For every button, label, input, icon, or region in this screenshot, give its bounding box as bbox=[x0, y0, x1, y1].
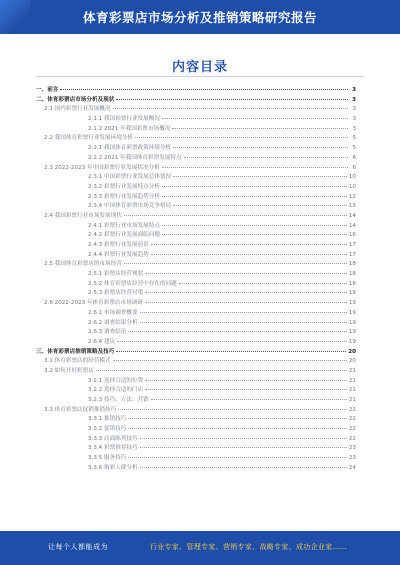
toc-entry-title: 3.3.5 服务技巧 bbox=[88, 455, 127, 462]
dot-leader bbox=[173, 170, 347, 177]
toc-entry-title: 3.3.3 店面陈列技巧 bbox=[88, 435, 138, 442]
toc-entry-page: 23 bbox=[348, 445, 356, 452]
dot-leader bbox=[128, 422, 346, 429]
dot-leader bbox=[140, 441, 347, 448]
dot-leader bbox=[151, 393, 347, 400]
toc-entry-page: 3 bbox=[352, 125, 356, 132]
toc-entry-page: 21 bbox=[348, 387, 356, 394]
toc-entry[interactable] bbox=[36, 462, 356, 472]
toc-entry-page: 5 bbox=[352, 135, 356, 142]
dot-leader bbox=[140, 432, 347, 439]
toc-entry-title: 2.1 国内彩票行业发展概况 bbox=[44, 106, 111, 113]
toc-entry-title: 2.5 我国体育彩票店的市场经营 bbox=[44, 261, 122, 268]
toc-entry-page: 18 bbox=[348, 271, 356, 278]
toc-entry-page: 3 bbox=[352, 87, 356, 93]
toc-entry-page: 19 bbox=[348, 309, 356, 316]
toc-entry-title: 3.3.1 推销技巧 bbox=[88, 416, 127, 423]
toc-entry-title: 3.3.4 彩票推荐技巧 bbox=[88, 445, 138, 452]
dot-leader bbox=[128, 412, 346, 419]
dot-leader bbox=[145, 383, 347, 390]
toc-entry-page: 3 bbox=[352, 106, 356, 113]
dot-leader bbox=[184, 151, 348, 158]
toc-entry-page: 18 bbox=[348, 280, 356, 287]
toc-entry-title: 3.1 体育彩票店的经营模式 bbox=[44, 358, 111, 365]
toc-entry-page: 14 bbox=[348, 222, 356, 229]
dot-leader bbox=[96, 364, 347, 371]
toc-entry-title: 2.6.4 建议 bbox=[88, 338, 116, 345]
toc-entry-page: 22 bbox=[348, 435, 356, 442]
toc-entry-title: 2.6.1 市场调查概要 bbox=[88, 309, 138, 316]
footer-roles: 行业专家、管理专家、营销专家、战略专家、成功企业家…… bbox=[150, 543, 348, 551]
dot-leader bbox=[135, 131, 348, 138]
dot-leader bbox=[145, 374, 347, 381]
toc-entry-title: 2.1.2 2021 年我国彩票市场概况 bbox=[88, 125, 171, 132]
dot-leader bbox=[172, 122, 348, 129]
footer-banner bbox=[0, 531, 400, 565]
dot-leader bbox=[145, 296, 347, 303]
dot-leader bbox=[151, 238, 347, 245]
toc-entry-page: 22 bbox=[348, 406, 356, 413]
toc-entry-title: 2.6.2 调查结果分析 bbox=[88, 319, 138, 326]
dot-leader bbox=[113, 102, 348, 109]
toc-entry-title: 3.3.6 购彩人群分析 bbox=[88, 464, 138, 471]
toc-entry-page: 19 bbox=[348, 290, 356, 297]
toc-entry-page: 20 bbox=[348, 358, 356, 365]
dot-leader bbox=[140, 316, 347, 323]
toc-entry-page: 19 bbox=[348, 338, 356, 345]
dot-leader bbox=[140, 306, 347, 313]
dot-leader bbox=[117, 335, 347, 342]
toc-entry-page: 3 bbox=[352, 116, 356, 123]
toc-entry-page: 10 bbox=[348, 183, 356, 190]
toc-entry-page: 12 bbox=[348, 193, 356, 200]
dot-leader bbox=[60, 83, 348, 90]
toc-entry-page: 5 bbox=[352, 145, 356, 152]
dot-leader bbox=[162, 219, 347, 226]
header-banner bbox=[0, 0, 400, 34]
toc-entry-title: 3.2.1 选择合适的位置 bbox=[88, 377, 144, 384]
toc-entry-page: 3 bbox=[352, 96, 356, 103]
dot-leader bbox=[124, 209, 347, 216]
toc-entry-title: 2.6.3 调查结论 bbox=[88, 329, 127, 336]
toc-entry-title: 2.2.1 我国体育彩票政策环境分析 bbox=[88, 145, 172, 152]
dot-leader bbox=[118, 403, 347, 410]
dot-leader bbox=[113, 354, 347, 361]
toc-entry-page: 21 bbox=[348, 367, 356, 374]
toc-entry-title: 2.2 我国体育彩票行业发展环境分析 bbox=[44, 135, 133, 142]
toc-entry-page: 6 bbox=[352, 164, 356, 171]
toc-entry-title: 2.3.1 中国彩票行业发展总体情况 bbox=[88, 174, 172, 181]
dot-leader bbox=[162, 228, 347, 235]
dot-leader bbox=[162, 190, 347, 197]
toc-entry-page: 24 bbox=[348, 464, 356, 471]
dot-leader bbox=[173, 141, 348, 148]
toc-entry-title: 2.3.2 彩票行业发展特点分析 bbox=[88, 183, 160, 190]
toc-entry-title: 3.3 体育彩票店促销推销技巧 bbox=[44, 406, 117, 413]
toc-entry-title: 2.4 我国彩票行业市场发展现状 bbox=[44, 212, 122, 219]
toc-entry-page: 21 bbox=[348, 397, 356, 403]
toc-entry-title: 2.4.1 彩票行业市场发展特点 bbox=[88, 222, 160, 229]
dot-leader bbox=[116, 93, 348, 100]
divider bbox=[36, 76, 364, 77]
dot-leader bbox=[162, 112, 348, 119]
dot-leader bbox=[145, 286, 347, 293]
toc-entry-title: 3.3.2 促销技巧 bbox=[88, 426, 127, 433]
toc-entry-title: 一、前言 bbox=[36, 87, 59, 93]
toc-entry-page: 17 bbox=[348, 242, 356, 248]
toc-entry-page: 23 bbox=[348, 455, 356, 462]
toc-entry-title: 3.2 如何开好彩票店 bbox=[44, 367, 94, 374]
toc-entry-page: 22 bbox=[348, 416, 356, 423]
toc-entry-title: 3.2.2 选择合适的门店 bbox=[88, 387, 144, 394]
toc-entry-title: 2.3.3 彩票行业发展趋势分析 bbox=[88, 193, 160, 200]
toc-entry-title: 2.3 2022-2023 年中国彩票行业发展状况分析 bbox=[44, 164, 160, 171]
table-of-contents bbox=[36, 84, 356, 472]
footer-slogan: 让每个人都能成为 bbox=[48, 543, 108, 551]
toc-entry-title: 三、体育彩票店推销策略及技巧 bbox=[36, 348, 115, 355]
toc-entry-title: 二、体育彩票店市场分析及现状 bbox=[36, 96, 115, 103]
toc-entry-page: 17 bbox=[348, 251, 356, 258]
toc-entry-page: 18 bbox=[348, 261, 356, 268]
dot-leader bbox=[151, 248, 347, 255]
toc-entry-title: 2.4.4 彩票行业发展趋势 bbox=[88, 251, 149, 258]
toc-entry-page: 16 bbox=[348, 232, 356, 239]
toc-entry-page: 22 bbox=[348, 426, 356, 433]
toc-heading: 内容目录 bbox=[171, 60, 228, 75]
dot-leader bbox=[124, 257, 347, 264]
toc-entry-title: 2.6 2022-2023 年体育彩票店市场调研 bbox=[44, 300, 143, 307]
toc-entry-page: 10 bbox=[348, 174, 356, 181]
toc-entry-page: 19 bbox=[348, 300, 356, 307]
toc-entry-title: 2.5.1 彩票店经营现状 bbox=[88, 271, 144, 278]
toc-entry-title: 2.3.4 中国体育彩票市场竞争格局 bbox=[88, 203, 172, 210]
toc-entry-title: 2.2.2 2021 年我国体育彩票发展特点 bbox=[88, 154, 182, 161]
toc-entry-page: 19 bbox=[348, 329, 356, 336]
toc-entry-page: 20 bbox=[348, 348, 356, 355]
toc-entry-title: 2.4.3 彩票行业发展前景 bbox=[88, 242, 149, 248]
dot-leader bbox=[140, 461, 347, 468]
toc-entry-title: 3.2.3 技巧、方法、营销 bbox=[88, 397, 149, 403]
dot-leader bbox=[162, 180, 347, 187]
toc-entry-page: 6 bbox=[352, 154, 356, 161]
report-title: 体育彩票店市场分析及推销策略研究报告 bbox=[82, 10, 317, 25]
dot-leader bbox=[179, 277, 347, 284]
toc-entry-title: 2.5.3 彩票店经营对策 bbox=[88, 290, 144, 297]
dot-leader bbox=[162, 161, 348, 168]
toc-entry-title: 2.5.2 体育彩票店经营中存在的问题 bbox=[88, 280, 177, 287]
toc-entry-page: 21 bbox=[348, 377, 356, 384]
dot-leader bbox=[128, 325, 346, 332]
toc-entry-page: 19 bbox=[348, 319, 356, 326]
dot-leader bbox=[128, 451, 346, 458]
dot-leader bbox=[173, 199, 347, 206]
dot-leader bbox=[145, 267, 347, 274]
toc-entry-page: 13 bbox=[348, 203, 356, 210]
toc-entry-title: 2.4.2 彩票行业发展面临问题 bbox=[88, 232, 160, 239]
toc-entry-page: 14 bbox=[348, 212, 356, 219]
dot-leader bbox=[116, 345, 346, 352]
toc-entry-title: 2.1.1 我国彩票行业发展概况 bbox=[88, 116, 160, 123]
